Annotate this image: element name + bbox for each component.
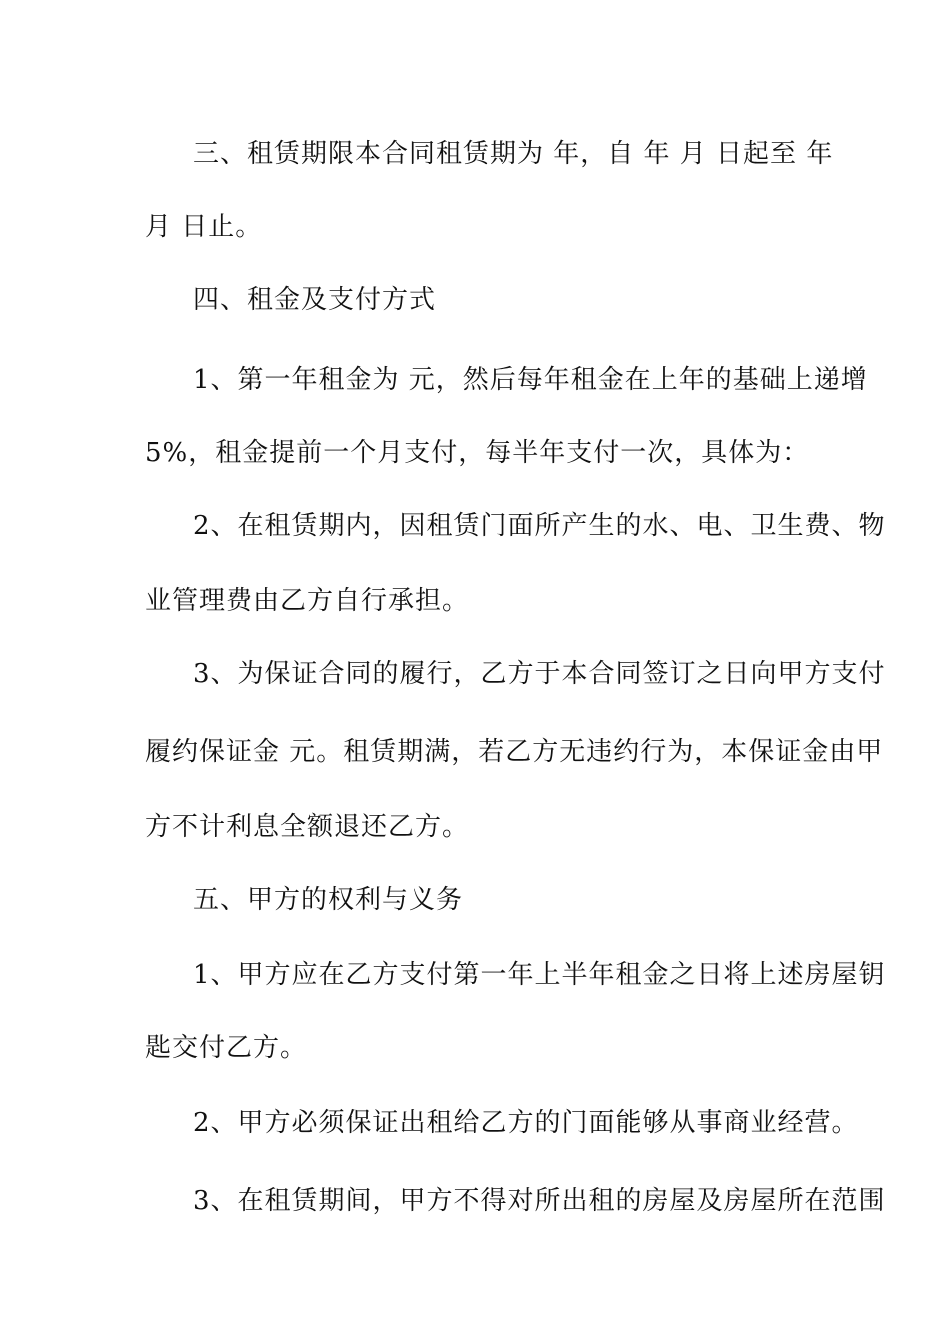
paragraph-line: 2、甲方必须保证出租给乙方的门面能够从事商业经营。 bbox=[193, 1108, 859, 1138]
paragraph-line: 匙交付乙方。 bbox=[145, 1033, 308, 1063]
paragraph-line: 3、为保证合同的履行，乙方于本合同签订之日向甲方支付 bbox=[193, 659, 886, 689]
paragraph-line: 月 日止。 bbox=[145, 212, 263, 242]
paragraph-line: 三、租赁期限本合同租赁期为 年，自 年 月 日起至 年 bbox=[193, 139, 834, 169]
paragraph-line: 方不计利息全额退还乙方。 bbox=[145, 812, 470, 842]
section-heading: 五、甲方的权利与义务 bbox=[193, 885, 464, 915]
paragraph-line: 2、在租赁期内，因租赁门面所产生的水、电、卫生费、物 bbox=[193, 511, 886, 541]
section-heading: 四、租金及支付方式 bbox=[193, 285, 437, 315]
paragraph-line: 1、第一年租金为 元，然后每年租金在上年的基础上递增 bbox=[193, 365, 868, 395]
paragraph-line: 1、甲方应在乙方支付第一年上半年租金之日将上述房屋钥 bbox=[193, 960, 886, 990]
paragraph-line: 业管理费由乙方自行承担。 bbox=[145, 586, 470, 616]
paragraph-line: 3、在租赁期间，甲方不得对所出租的房屋及房屋所在范围 bbox=[193, 1186, 886, 1216]
paragraph-line: 5%，租金提前一个月支付，每半年支付一次，具体为： bbox=[145, 438, 810, 468]
paragraph-line: 履约保证金 元。租赁期满，若乙方无违约行为，本保证金由甲 bbox=[145, 737, 884, 767]
